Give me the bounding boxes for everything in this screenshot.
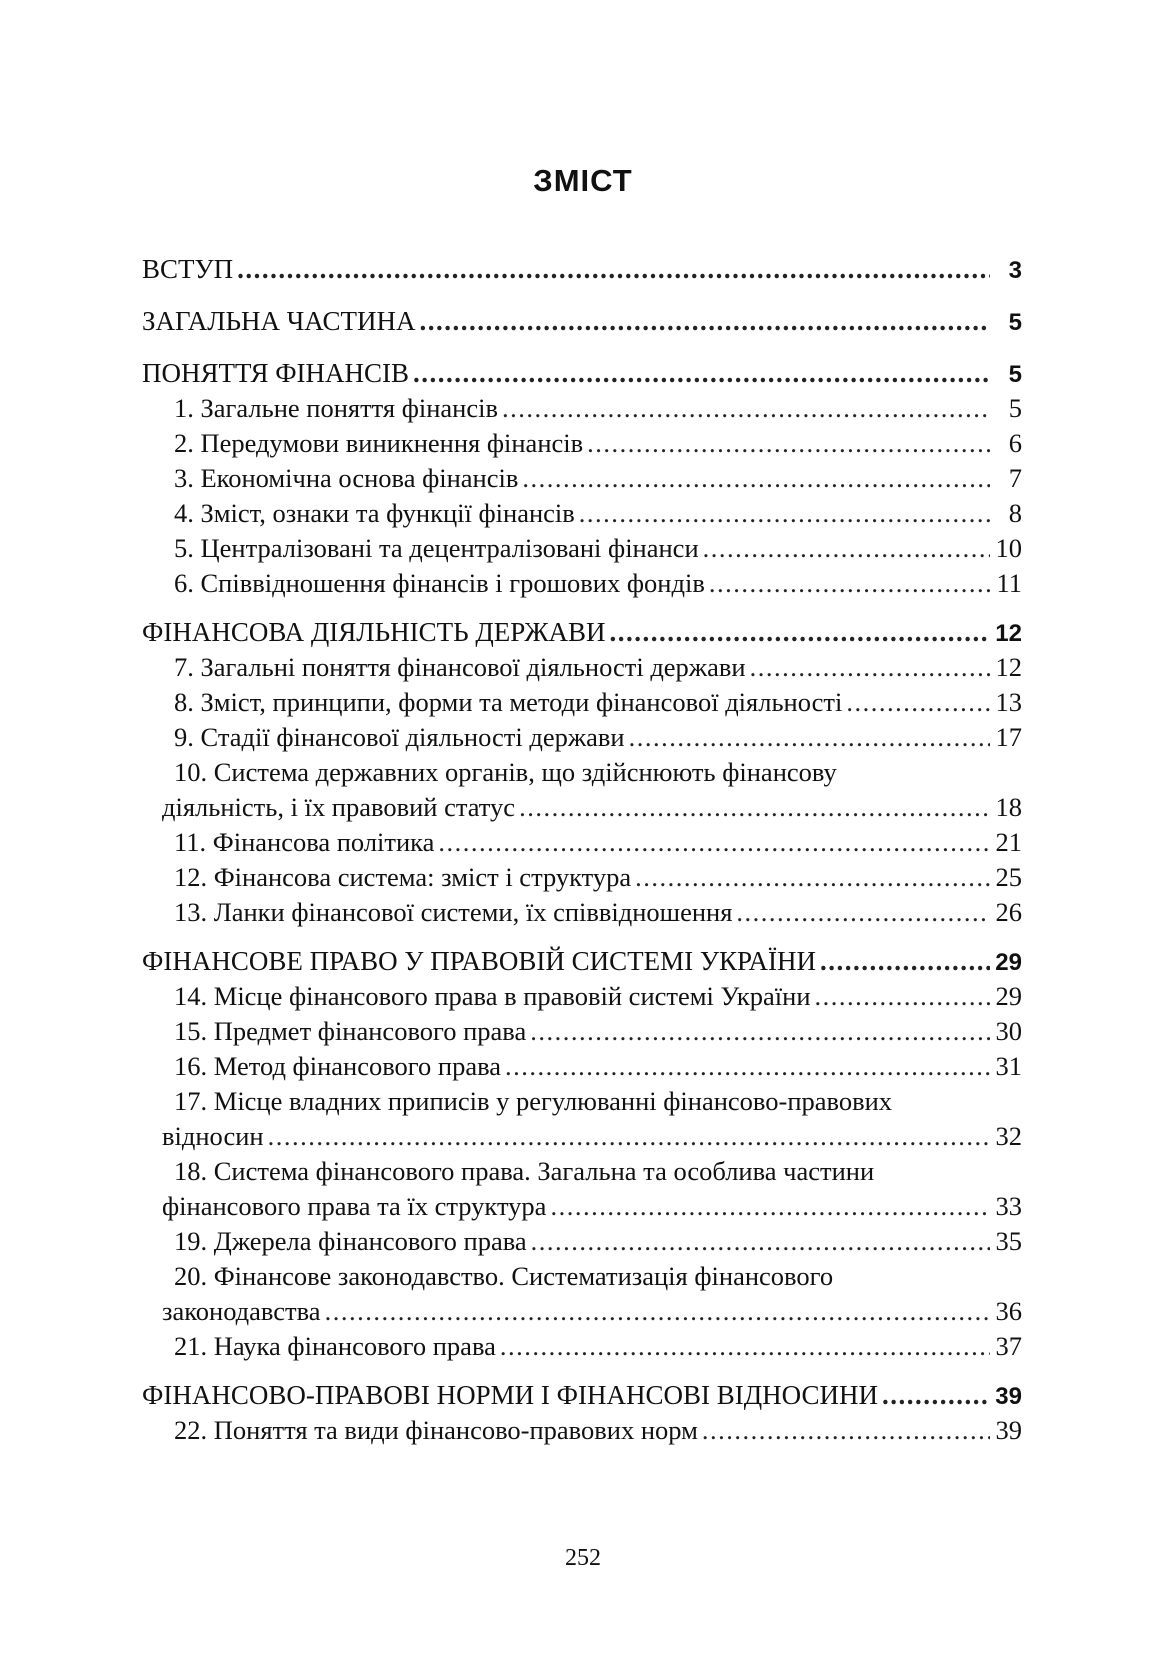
toc-section-financial-law[interactable] — [142, 944, 1022, 979]
toc-item-13[interactable] — [142, 895, 1022, 930]
leader-dots — [325, 1294, 990, 1329]
leader-dots — [505, 1049, 990, 1084]
toc-entry-label-continued: законодавства — [162, 1294, 325, 1329]
leader-dots — [419, 304, 990, 339]
toc-item-17-line1[interactable] — [142, 1084, 1022, 1119]
leader-dots — [413, 356, 990, 391]
toc-item-20-line1[interactable] — [142, 1259, 1022, 1294]
toc-entry-label: 9. Стадії фінансової діяльності держави — [174, 720, 629, 755]
leader-dots — [502, 391, 990, 426]
toc-entry-label: 11. Фінансова політика — [174, 825, 438, 860]
leader-dots — [530, 1014, 990, 1049]
toc-entry-page: 33 — [995, 1191, 1022, 1221]
toc-item-8[interactable] — [142, 685, 1022, 720]
toc-entry-label: 14. Місце фінансового права в правовій системі України — [174, 979, 815, 1014]
toc-item-7[interactable] — [142, 650, 1022, 685]
leader-dots — [550, 1189, 990, 1224]
leader-dots — [882, 1378, 990, 1413]
page-number: 252 — [565, 1545, 601, 1571]
toc-entry-page: 12 — [995, 652, 1022, 682]
toc-entry-label: ВСТУП — [142, 252, 237, 287]
toc-item-14[interactable] — [142, 979, 1022, 1014]
toc-entry-page: 29 — [995, 949, 1022, 976]
toc-entry-page: 7 — [1008, 463, 1022, 493]
toc-entry-label: ПОНЯТТЯ ФІНАНСІВ — [142, 356, 413, 391]
leader-dots — [519, 790, 990, 825]
leader-dots — [438, 825, 990, 860]
toc-entry-label: 12. Фінансова система: зміст і структура — [174, 860, 635, 895]
toc-item-12[interactable] — [142, 860, 1022, 895]
toc-entry-label: 20. Фінансове законодавство. Систематизація фінансового — [174, 1259, 837, 1294]
toc-entry-page: 5 — [1008, 361, 1022, 388]
table-of-contents — [142, 252, 1022, 1448]
toc-section-legal-norms[interactable] — [142, 1378, 1022, 1413]
leader-dots — [815, 979, 990, 1014]
toc-item-4[interactable] — [142, 496, 1022, 531]
leader-dots — [709, 566, 990, 601]
toc-entry-label: 4. Зміст, ознаки та функції фінансів — [174, 496, 579, 531]
page-title: ЗМІСТ — [533, 163, 633, 198]
toc-item-18-line2[interactable] — [142, 1189, 1022, 1224]
toc-entry-label: ФІНАНСОВА ДІЯЛЬНІСТЬ ДЕРЖАВИ — [142, 615, 610, 650]
toc-entry-label: 5. Централізовані та децентралізовані фінанси — [174, 531, 703, 566]
toc-entry-page: 30 — [995, 1016, 1022, 1046]
toc-entry-label: ФІНАНСОВО-ПРАВОВІ НОРМИ І ФІНАНСОВІ ВІДНОСИНИ — [142, 1378, 882, 1413]
toc-entry-page: 21 — [995, 827, 1022, 857]
toc-item-5[interactable] — [142, 531, 1022, 566]
leader-dots — [846, 685, 990, 720]
toc-entry-page: 35 — [995, 1226, 1022, 1256]
toc-entry-label: 15. Предмет фінансового права — [174, 1014, 530, 1049]
toc-entry-page: 39 — [995, 1383, 1022, 1410]
toc-item-15[interactable] — [142, 1014, 1022, 1049]
toc-entry-page: 17 — [995, 722, 1022, 752]
leader-dots — [750, 650, 990, 685]
toc-item-6[interactable] — [142, 566, 1022, 601]
toc-item-19[interactable] — [142, 1224, 1022, 1259]
toc-item-3[interactable] — [142, 461, 1022, 496]
leader-dots — [820, 944, 990, 979]
toc-entry-label: 8. Зміст, принципи, форми та методи фінансової діяльності — [174, 685, 846, 720]
toc-entry-page: 6 — [1008, 428, 1022, 458]
leader-dots — [629, 720, 990, 755]
leader-dots — [500, 1329, 990, 1364]
toc-entry-label: ЗАГАЛЬНА ЧАСТИНА — [142, 304, 419, 339]
toc-entry-page: 3 — [1008, 257, 1022, 284]
toc-item-20-line2[interactable] — [142, 1294, 1022, 1329]
toc-entry-label-continued: відносин — [162, 1119, 268, 1154]
leader-dots — [610, 615, 990, 650]
toc-entry-label: 18. Система фінансового права. Загальна та особлива частини — [174, 1154, 878, 1189]
toc-section-general-part[interactable] — [142, 304, 1022, 339]
leader-dots — [237, 252, 990, 287]
toc-entry-label: 13. Ланки фінансової системи, їх співвідношення — [174, 895, 736, 930]
toc-entry-page: 29 — [995, 981, 1022, 1011]
toc-section-financial-activity[interactable] — [142, 615, 1022, 650]
toc-entry-label: 22. Поняття та види фінансово-правових норм — [174, 1413, 702, 1448]
leader-dots — [579, 496, 990, 531]
toc-entry-page: 5 — [1008, 309, 1022, 336]
toc-entry-label: 1. Загальне поняття фінансів — [174, 391, 502, 426]
toc-entry-page: 10 — [995, 533, 1022, 563]
toc-item-21[interactable] — [142, 1329, 1022, 1364]
toc-item-17-line2[interactable] — [142, 1119, 1022, 1154]
toc-entry-page: 39 — [995, 1415, 1022, 1445]
toc-entry-page: 18 — [995, 792, 1022, 822]
toc-entry-label: 17. Місце владних приписів у регулюванні фінансово-правових — [174, 1084, 896, 1119]
toc-item-10-line1[interactable] — [142, 755, 1022, 790]
toc-entry-page: 11 — [996, 568, 1022, 598]
toc-item-16[interactable] — [142, 1049, 1022, 1084]
toc-section-finance-concept[interactable] — [142, 356, 1022, 391]
toc-entry-label: 6. Співвідношення фінансів і грошових фондів — [174, 566, 709, 601]
toc-entry-label: 21. Наука фінансового права — [174, 1329, 500, 1364]
toc-entry-page: 31 — [995, 1051, 1022, 1081]
leader-dots — [736, 895, 990, 930]
toc-entry-page: 32 — [995, 1121, 1022, 1151]
toc-entry-page: 13 — [995, 687, 1022, 717]
leader-dots — [522, 461, 990, 496]
toc-entry-page: 25 — [995, 862, 1022, 892]
toc-entry-label: 3. Економічна основа фінансів — [174, 461, 522, 496]
leader-dots — [268, 1119, 990, 1154]
toc-entry-page: 5 — [1008, 393, 1022, 423]
toc-entry-label: 2. Передумови виникнення фінансів — [174, 426, 587, 461]
toc-entry-page: 8 — [1008, 498, 1022, 528]
leader-dots — [703, 531, 990, 566]
toc-item-22[interactable] — [142, 1413, 1022, 1448]
toc-entry-page: 37 — [995, 1331, 1022, 1361]
toc-entry-label: 7. Загальні поняття фінансової діяльності держави — [174, 650, 750, 685]
toc-entry-page: 26 — [995, 897, 1022, 927]
toc-item-1[interactable] — [142, 391, 1022, 426]
toc-item-11[interactable] — [142, 825, 1022, 860]
toc-section-intro[interactable] — [142, 252, 1022, 287]
toc-item-9[interactable] — [142, 720, 1022, 755]
leader-dots — [635, 860, 990, 895]
toc-item-10-line2[interactable] — [142, 790, 1022, 825]
toc-entry-label: 16. Метод фінансового права — [174, 1049, 505, 1084]
toc-entry-label-continued: діяльність, і їх правовий статус — [162, 790, 519, 825]
toc-entry-label: 10. Система державних органів, що здійснюють фінансову — [174, 755, 841, 790]
toc-entry-label: 19. Джерела фінансового права — [174, 1224, 531, 1259]
toc-entry-label: ФІНАНСОВЕ ПРАВО У ПРАВОВІЙ СИСТЕМІ УКРАЇНИ — [142, 944, 820, 979]
leader-dots — [702, 1413, 990, 1448]
leader-dots — [587, 426, 990, 461]
leader-dots — [531, 1224, 990, 1259]
toc-item-2[interactable] — [142, 426, 1022, 461]
toc-entry-page: 12 — [995, 620, 1022, 647]
toc-entry-page: 36 — [995, 1296, 1022, 1326]
toc-entry-label-continued: фінансового права та їх структура — [162, 1189, 550, 1224]
toc-item-18-line1[interactable] — [142, 1154, 1022, 1189]
